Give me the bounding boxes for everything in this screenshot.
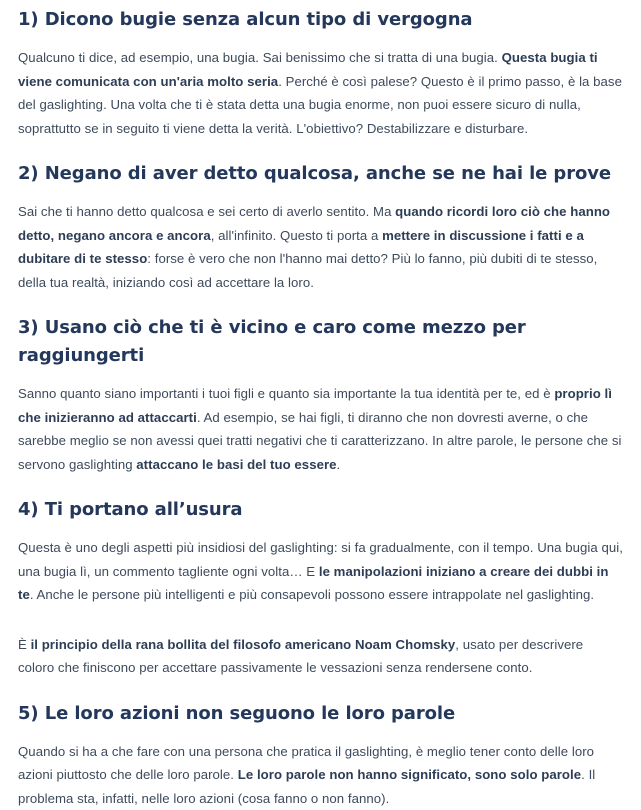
text-run: Sai che ti hanno detto qualcosa e sei certo di averlo sentito. Ma xyxy=(18,204,395,219)
section-paragraph xyxy=(18,536,623,607)
section-2 xyxy=(18,160,623,294)
text-run: Sanno quanto siano importanti i tuoi figli e quanto sia importante la tua identità per te, ed è xyxy=(18,386,554,401)
bold-text-run: quando ricordi loro ciò che hanno detto, negano ancora e ancora xyxy=(18,204,610,243)
text-run: Qualcuno ti dice, ad esempio, una bugia. Sai benissimo che si tratta di una bugia. xyxy=(18,50,502,65)
section-paragraph xyxy=(18,382,623,476)
section-4 xyxy=(18,496,623,680)
bold-text-run: le manipolazioni iniziano a creare dei dubbi in te xyxy=(18,564,608,603)
text-run: . Anche le persone più intelligenti e più consapevoli possono essere intrappolate nel gaslighting. xyxy=(30,587,594,602)
text-run: È xyxy=(18,637,31,652)
section-paragraph xyxy=(18,46,623,140)
section-heading: 5) Le loro azioni non seguono le loro parole xyxy=(18,700,623,728)
section-paragraph xyxy=(18,200,623,294)
text-run: . Il problema sta, infatti, nelle loro azioni (cosa fanno o non fanno). xyxy=(18,767,595,806)
bold-text-run: mettere in discussione i fatti e a dubitare di te stesso xyxy=(18,228,584,267)
bold-text-run: Le loro parole non hanno significato, sono solo parole xyxy=(238,767,581,782)
bold-text-run: il principio della rana bollita del filosofo americano Noam Chomsky xyxy=(31,637,456,652)
section-heading: 1) Dicono bugie senza alcun tipo di vergogna xyxy=(18,6,623,34)
section-heading: 3) Usano ciò che ti è vicino e caro come mezzo per raggiungerti xyxy=(18,314,623,370)
text-run: . Ad esempio, se hai figli, ti diranno che non dovresti averne, o che sarebbe meglio se non avessi quei tratti negativi che ti caratterizzano. In altre parole, le persone che si servono gaslighting xyxy=(18,410,622,472)
section-paragraph xyxy=(18,633,623,680)
text-run: . Perché è così palese? Questo è il primo passo, è la base del gaslighting. Una volta che ti è stata detta una bugia enorme, non puoi essere sicuro di nulla, soprattutto se in seguito ti viene detta la verità. L'obiettivo? Destabilizzare e disturbare. xyxy=(18,74,622,136)
section-heading: 2) Negano di aver detto qualcosa, anche se ne hai le prove xyxy=(18,160,623,188)
section-heading: 4) Ti portano all’usura xyxy=(18,496,623,524)
section-paragraph xyxy=(18,740,623,810)
text-run: Questa è uno degli aspetti più insidiosi del gaslighting: si fa gradualmente, con il tempo. Una bugia qui, una bugia lì, un commento tagliente ogni volta… E xyxy=(18,540,623,579)
section-5 xyxy=(18,700,623,810)
bold-text-run: attaccano le basi del tuo essere xyxy=(136,457,336,472)
bold-text-run: proprio lì che inizieranno ad attaccarti xyxy=(18,386,612,425)
text-run: , all'infinito. Questo ti porta a xyxy=(211,228,382,243)
text-run: , usato per descrivere coloro che finiscono per accettare passivamente le vessazioni senza rendersene conto. xyxy=(18,637,583,676)
section-1 xyxy=(18,6,623,140)
text-run: Quando si ha a che fare con una persona che pratica il gaslighting, è meglio tener conto delle loro azioni piuttosto che delle loro parole. xyxy=(18,744,594,783)
section-3 xyxy=(18,314,623,476)
bold-text-run: Questa bugia ti viene comunicata con un'aria molto seria xyxy=(18,50,598,89)
text-run: . xyxy=(337,457,341,472)
text-run: : forse è vero che non l'hanno mai detto? Più lo fanno, più dubiti di te stesso, della tua realtà, iniziando così ad accettare la loro. xyxy=(18,251,597,290)
